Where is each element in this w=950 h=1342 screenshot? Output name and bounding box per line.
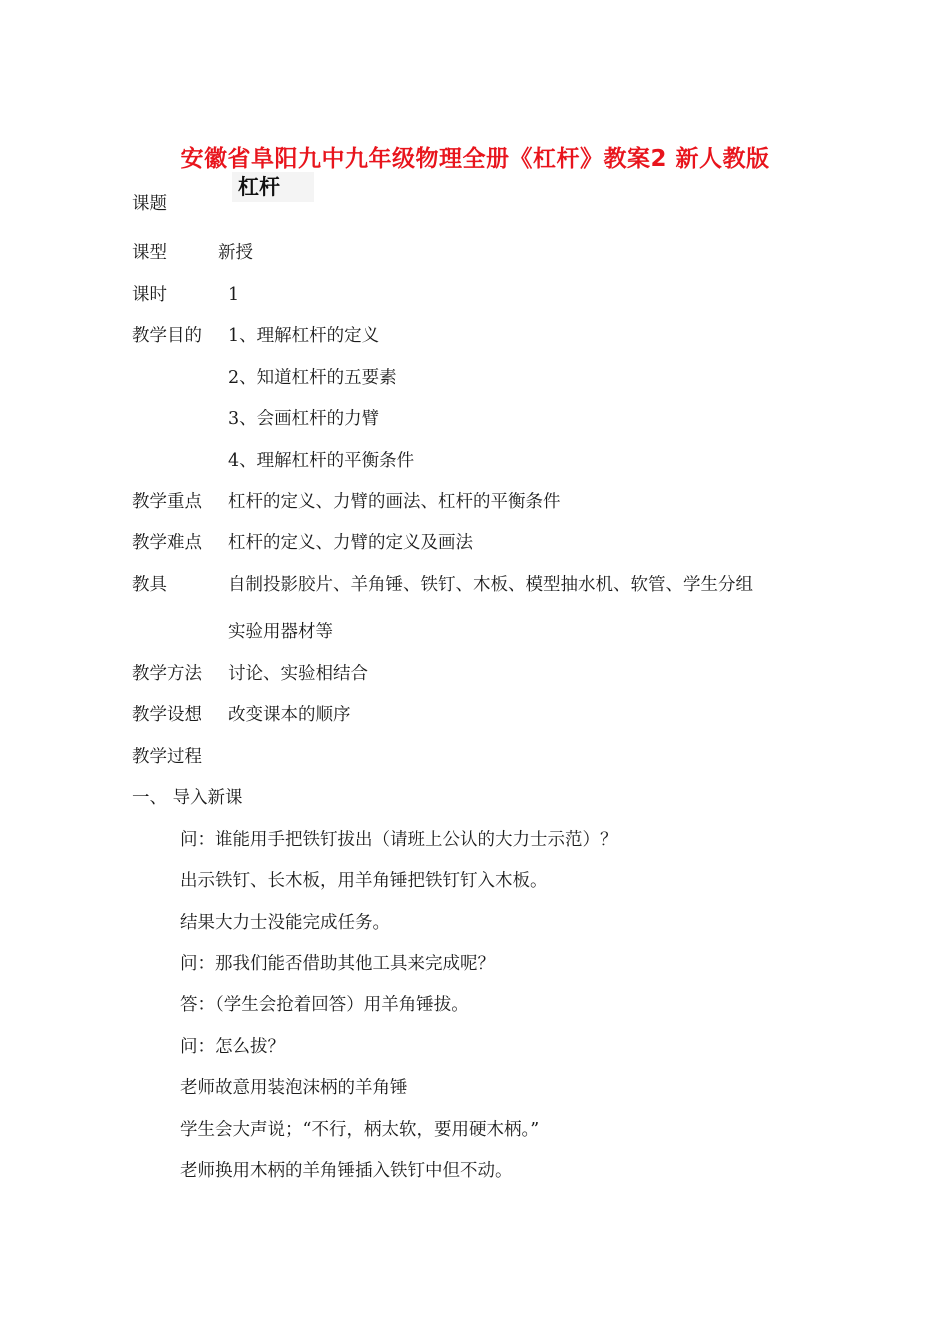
goal-item: 3、会画杠杆的力臂 — [228, 409, 380, 429]
method-label: 教学方法 — [132, 664, 202, 684]
goal-item: 2、知道杠杆的五要素 — [228, 368, 397, 388]
hours-label: 课时 — [132, 285, 167, 305]
tools-value-line2: 实验用器材等 — [228, 622, 333, 642]
key-points-value: 杠杆的定义、力臂的画法、杠杆的平衡条件 — [228, 492, 561, 512]
process-line: 问：怎么拔？ — [180, 1037, 285, 1057]
document-title: 安徽省阜阳九中九年级物理全册《杠杆》教案2 新人教版 — [180, 146, 770, 172]
method-value: 讨论、实验相结合 — [228, 664, 368, 684]
topic-title-image: 杠杆 — [232, 172, 314, 202]
design-value: 改变课本的顺序 — [228, 705, 351, 725]
process-line: 结果大力士没能完成任务。 — [180, 913, 390, 933]
difficulty-value: 杠杆的定义、力臂的定义及画法 — [228, 533, 473, 553]
tools-value-line1: 自制投影胶片、羊角锤、铁钉、木板、模型抽水机、软管、学生分组 — [228, 575, 753, 595]
key-points-label: 教学重点 — [132, 492, 202, 512]
topic-label: 课题 — [132, 194, 167, 214]
hours-value: 1 — [228, 285, 240, 305]
process-line: 问：那我们能否借助其他工具来完成呢？ — [180, 954, 495, 974]
type-label: 课型 — [132, 243, 167, 263]
type-value: 新授 — [218, 243, 253, 263]
difficulty-label: 教学难点 — [132, 533, 202, 553]
design-label: 教学设想 — [132, 705, 202, 725]
process-label: 教学过程 — [132, 747, 202, 767]
process-line: 学生会大声说；“不行，柄太软，要用硬木柄。” — [180, 1120, 540, 1140]
goal-item: 4、理解杠杆的平衡条件 — [228, 451, 415, 471]
process-line: 问：谁能用手把铁钉拔出（请班上公认的大力士示范）？ — [180, 830, 618, 850]
process-line: 答：（学生会抢着回答）用羊角锤拔。 — [180, 995, 469, 1015]
section-heading: 一、 导入新课 — [132, 788, 243, 808]
goal-item: 1、理解杠杆的定义 — [228, 326, 380, 346]
process-line: 出示铁钉、长木板，用羊角锤把铁钉钉入木板。 — [180, 871, 548, 891]
process-line: 老师换用木柄的羊角锤插入铁钉中但不动。 — [180, 1161, 513, 1181]
tools-label: 教具 — [132, 575, 167, 595]
goals-label: 教学目的 — [132, 326, 202, 346]
process-line: 老师故意用装泡沫柄的羊角锤 — [180, 1078, 408, 1098]
